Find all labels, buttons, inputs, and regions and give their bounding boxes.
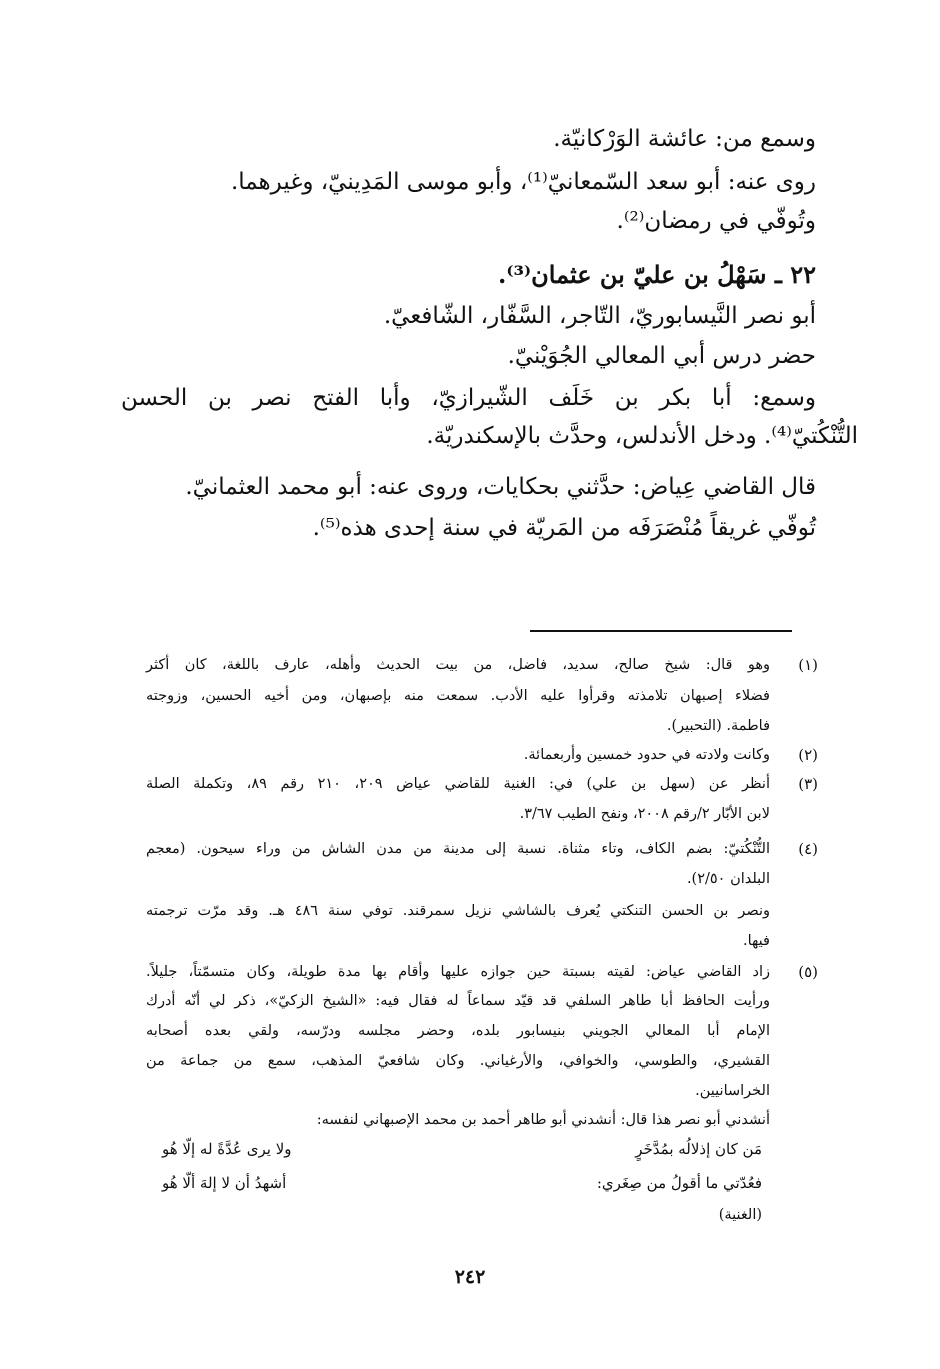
footnote-line: فاطمة. (التحبير). (666, 718, 770, 734)
footnote-line: البلدان ٢/٥٠). (686, 871, 770, 887)
verse-hemistich-first: مَن كان إذلالُه بمُدَّخَرٍ (635, 1140, 762, 1158)
footnote-line: أنظر عن (سهل بن علي) في: الغنية للقاضي عياض ٢٠٩، ٢١٠ رقم ٨٩، وتكملة الصلة (146, 776, 770, 792)
footnote-number: (٢) (798, 746, 818, 764)
verse-hemistich-second: أشهدُ أن لا إلهَ ألّا هُو (162, 1174, 287, 1192)
verse-source: (الغنية) (718, 1207, 762, 1223)
footnote-line: فيها. (742, 933, 770, 949)
verse-hemistich-first: فعُدّتي ما أقولُ من صِغَري: (596, 1174, 762, 1192)
main-text-line: التُّنْكُتيّ⁽⁴⁾. ودخل الأندلس، وحدَّث بالإسكندريّة. (426, 423, 858, 449)
footnote-line: ونصر بن الحسن التنكتي يُعرف بالشاشي نزيل سمرقند. توفي سنة ٤٨٦ هـ. وقد مرّت ترجمته (146, 903, 770, 919)
main-text-line: وسمع: أبا بكر بن خَلَف الشّيرازيّ، وأبا الفتح نصر بن الحسن (121, 385, 816, 411)
main-text-line: تُوفّي غريقاً مُنْصَرَفَه من المَريّة في سنة إحدى هذه⁽⁵⁾. (312, 515, 816, 541)
footnote-line: لابن الأبّار ٢/رقم ٢٠٠٨، ونفح الطيب ٣/٦٧. (519, 806, 770, 822)
footnote-line: أنشدني أبو نصر هذا قال: أنشدني أبو طاهر أحمد بن محمد الإصبهاني لنفسه: (316, 1112, 770, 1128)
footnote-line: وكانت ولادته في حدود خمسين وأربعمائة. (523, 747, 770, 763)
footnote-separator (530, 630, 792, 632)
footnote-line: القشيري، والطوسي، والخوافي، والأرغياني. وكان شافعيّ المذهب، سمع من جماعة من (146, 1053, 770, 1069)
footnote-line: وهو قال: شيخ صالح، سديد، فاضل، من بيت الحديث وأهله، عارف باللغة، كان أكثر (146, 657, 770, 673)
main-text-line: قال القاضي عِياض: حدَّثني بحكايات، وروى عنه: أبو محمد العثمانيّ. (185, 474, 816, 500)
page-number: ٢٤٢ (454, 1266, 486, 1288)
main-text-line: أبو نصر النَّيسابوريّ، التّاجر، السَّفّار، الشّافعيّ. (383, 303, 816, 329)
footnote-number: (٤) (798, 840, 818, 858)
main-text-line: وتُوفّي في رمضان⁽²⁾. (616, 208, 816, 234)
main-text-line: وسمع من: عائشة الوَرْكانيّة. (553, 126, 816, 152)
main-text-line: حضر درس أبي المعالي الجُوَيْنيّ. (507, 343, 816, 369)
footnote-line: زاد القاضي عياض: لقيته بسبتة حين جوازه عليها وأقام بها مدة طويلة، وكان متسمّتاً، جليلاً. (146, 964, 770, 980)
verse-hemistich-second: ولا يرى عُدَّةً له إلّا هُو (162, 1140, 292, 1158)
footnote-number: (٥) (798, 963, 818, 981)
footnote-line: التُّنْكُتيّ: بضم الكاف، وتاء مثناة. نسبة إلى مدينة من مدن الشاش من وراء سيحون. (معجم (146, 841, 770, 857)
footnote-number: (٣) (798, 775, 818, 793)
footnote-line: الخراسانيين. (695, 1083, 770, 1099)
entry-heading: ٢٢ ـ سَهْلُ بن عليّ بن عثمان⁽³⁾. (497, 260, 816, 289)
footnote-line: فضلاء إصبهان تلامذته وقرأوا عليه الأدب. سمعت منه بإصبهان، ومن أخيه الحسين، وزوجته (146, 688, 770, 704)
footnote-line: ورأيت الحافظ أبا طاهر السلفي قد قيّد سماعاً له فقال فيه: «الشيخ الزكيّ»، ذكر لي أنّه أدرك (146, 993, 770, 1009)
footnote-line: الإمام أبا المعالي الجويني بنيسابور بلده، وحضر مجلسه ودرّسه، ولقي بعده أصحابه (146, 1023, 770, 1039)
main-text-line: روى عنه: أبو سعد السّمعانيّ⁽¹⁾، وأبو موسى المَدِينيّ، وغيرهما. (230, 169, 816, 195)
footnote-number: (١) (798, 656, 818, 674)
